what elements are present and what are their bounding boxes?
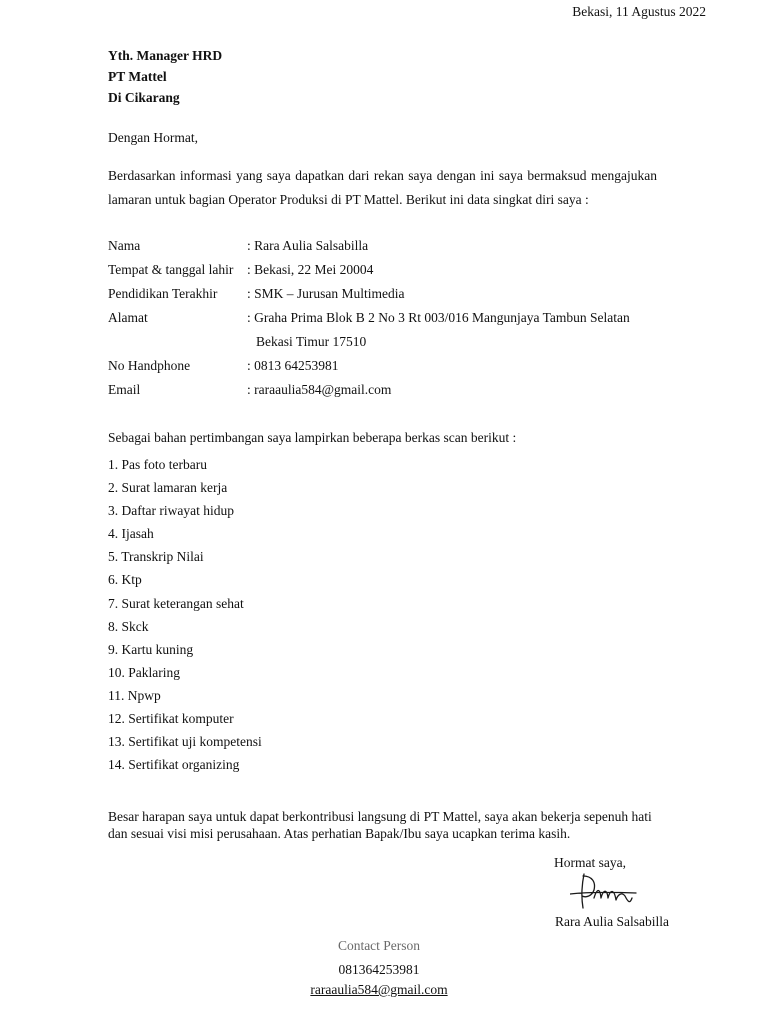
field-value-education: : SMK – Jurusan Multimedia (247, 286, 405, 301)
field-label-birth: Tempat & tanggal lahir (108, 262, 234, 277)
handwritten-signature (570, 868, 638, 920)
attachment-item: 13. Sertifikat uji kompetensi (108, 734, 262, 750)
field-value-address (247, 308, 630, 356)
attachment-item: 7. Surat keterangan sehat (108, 595, 244, 611)
field-value-birth: : Bekasi, 22 Mei 20004 (247, 262, 374, 277)
signer-name: Rara Aulia Salsabilla (555, 914, 669, 929)
contact-person-label: Contact Person (337, 938, 421, 953)
intro-paragraph: Berdasarkan informasi yang saya dapatkan dari rekan saya dengan ini saya bermaksud mengajukan lamaran untuk bagian Operator Produksi di PT Mattel. Berikut ini data singkat diri saya : (108, 168, 657, 207)
attachment-item: 8. Skck (108, 618, 149, 634)
addressee-block (108, 45, 222, 108)
attachment-item: 3. Daftar riwayat hidup (108, 503, 234, 519)
field-value-email: : raraaulia584@gmail.com (247, 382, 392, 397)
field-label-address: Alamat (108, 310, 148, 325)
attachment-item: 11. Npwp (108, 687, 161, 703)
contact-email-link[interactable]: raraaulia584@gmail.com (310, 982, 448, 997)
field-label-email: Email (108, 382, 141, 397)
contact-phone: 081364253981 (338, 962, 420, 977)
attachments-intro: Sebagai bahan pertimbangan saya lampirkan beberapa berkas scan berikut : (108, 430, 517, 445)
letter-date: Bekasi, 11 Agustus 2022 (572, 4, 706, 19)
addressee-line-2: PT Mattel (108, 69, 167, 84)
field-value-phone: : 0813 64253981 (247, 358, 339, 373)
attachment-item: 12. Sertifikat komputer (108, 711, 234, 727)
addressee-line-1: Yth. Manager HRD (108, 48, 223, 63)
closing-paragraph: Besar harapan saya untuk dapat berkontribusi langsung di PT Mattel, saya akan bekerja sepenuh hati dan sesuai visi misi perusahaan. Atas perhatian Bapak/Ibu saya ucapkan terima kasih. (108, 809, 652, 841)
addressee-line-3: Di Cikarang (108, 90, 180, 105)
attachment-item: 4. Ijasah (108, 526, 154, 542)
field-value-address-line-2: Bekasi Timur 17510 (256, 334, 367, 349)
attachment-item: 5. Transkrip Nilai (108, 549, 204, 565)
field-value-address-line-1: : Graha Prima Blok B 2 No 3 Rt 003/016 Mangunjaya Tambun Selatan (247, 310, 630, 325)
field-label-education: Pendidikan Terakhir (108, 286, 218, 301)
attachment-item: 9. Kartu kuning (108, 641, 194, 657)
attachment-item: 1. Pas foto terbaru (108, 457, 207, 472)
attachment-item: 6. Ktp (108, 572, 142, 588)
signoff: Hormat saya, (554, 855, 626, 870)
attachment-item: 14. Sertifikat organizing (108, 757, 240, 773)
attachments-list (108, 453, 262, 776)
field-label-phone: No Handphone (108, 358, 191, 373)
field-label-name: Nama (108, 238, 141, 253)
attachment-item: 10. Paklaring (108, 664, 180, 680)
field-value-name: : Rara Aulia Salsabilla (247, 238, 369, 253)
greeting: Dengan Hormat, (108, 130, 198, 145)
attachment-item: 2. Surat lamaran kerja (108, 480, 228, 496)
